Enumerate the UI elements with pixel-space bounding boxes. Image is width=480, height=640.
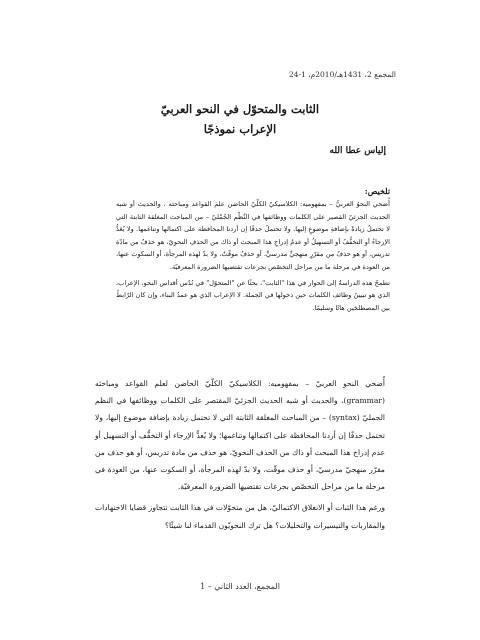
- title-line-1: الثابت والمتحوّل في النحو العربيّ: [160, 102, 320, 116]
- title-line-2: الإعراب نموذجًا: [203, 122, 277, 136]
- body-paragraph-1: أُضحي النحو العربيّ – بمفهوميه: الكلاسيكيّ الكلّيّ الحاضن لعلم القواعد ومباحثه (grammar)، والحديث أو شبه الحديث الجزئيّ المقتصر على الكلمات ووظائفها في النظم الجمليّ (syntax) – من المباحث المغلقة الثابتة التي لا تحتمل زيادة بإضافة موضوع إليها، ولا تحتمل حذفًا إن أردنا المحافظة على اكتمالها وتناغمها؛ ولا يُعدُّ الإرجاء أو التخفُّف أو التسهيل أو عدم إدراج هذا المبحث أو ذاك من الحذف النحويّ، هو حذف من مادة تدريس، أو هو حذف من مقرّر منهجيّ مدرسيّ، أو حذف موقّت، ولا بدّ لهذه المرجأة، أو السكوت عنها، من العودة في مرحلة ما من مراحل التخصّص بجرعات تقتضيها الضرورة المعرفيّة.: [95, 379, 385, 492]
- abstract: [116, 184, 390, 317]
- body-text: [95, 375, 385, 538]
- author-name: إلياس عطا الله: [329, 146, 386, 156]
- body-paragraph-2: ورغم هذا الثبات أو الانغلاق الاكتماليّ، هل من متحوّلات في هذا الثابت تتجاوز قضايا الاجتهادات والمقاربات والتيسيرات والتحليلات؟ هل ترك النحويّون القدماء لنا شيئًا؟: [94, 503, 385, 530]
- article-title: [0, 99, 480, 139]
- abstract-heading: تلخيص:: [364, 186, 390, 196]
- running-head: المجمع 2، 1431هـ/2010م، 1-24: [288, 70, 396, 79]
- page-footer: المجمع، العدد الثاني – 1: [200, 582, 280, 591]
- abstract-paragraph-1: أُضحي النحوُ العربيُّ – بمفهوميه: الكلاسيكيّ الكلّيّ الحاضن علمَ القواعد ومباحثه ، والحديث أو شبه الحديث الجزئيّ القصير على الكلمات ووظائفها في النَّظْم الجُمْليّ – من المباحث المغلقة الثابتة التي لا تحتملُ زيادةً بإضافةِ موضوعٍ إليها، ولا تحتملُ حذفًا إن أردنا المحافظة على اكتمالها وتناغمها. ولا يُعَدُّ الإرجاءُ أو التخفُّفُ أو التسهيلُ أو عدمُ إدراجِ هذا المبحث أو ذاك من الحذفِ النحويّ، هو حذفٌ من مادّة تدريس، أو هو حذفٌ من مقرّرٍ منهجيٍّ مدرسيٍّ، أو حذفٌ موقّتٌ، ولا بدّ لهذه المرجأة، أو السكوت عنها، من العودة في مرحلة ما من مراحل التخصّص بجرعات تقتضيها الضرورة المعرفيّة.: [116, 200, 390, 271]
- abstract-paragraph-2: تطمحُ هذه الدراسةُ إلى الحوار في هذا "الثابت"، بحثًا عن "المتحوّل" في نُدّس أقداس النحو، الإعراب، الذي هو تبيينُ وظائف الكلمات حين دخولها في الجملة. لا الإعراب الذي هو عمدُ البناء، وإن كان الرّابطُ بين المصطلحَين هاتًا وسليمًا.: [116, 278, 390, 312]
